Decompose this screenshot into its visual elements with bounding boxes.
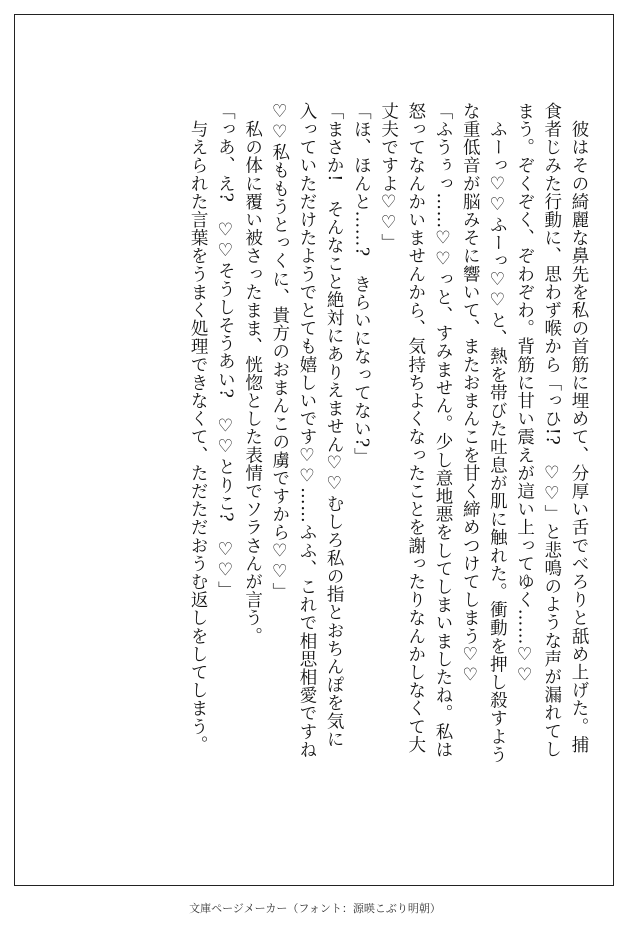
text-line: ふーっ♡♡ふーっ♡♡と、熱を帯びた吐息が肌に触れた。衝動を押し殺すよう <box>487 102 508 764</box>
text-line: 与えられた言葉をうまく処理できなくて、ただただおうむ返しをしてしまう。 <box>188 102 209 754</box>
text-line: 入っていただけたようでとても嬉しいです♡♡……ふふ、これで相思相愛ですね <box>296 102 317 759</box>
text-line: 怒ってなんかいませんから、気持ちよくなったことを謝ったりなんかしなくて大 <box>405 102 426 754</box>
text-line: 「まさか! そんなこと絶対にありえません♡♡むしろ私の指とおちんぽを気に <box>324 102 345 749</box>
text-line: 私の体に覆い被さったまま、恍惚とした表情でソラさんが言う。 <box>242 102 263 645</box>
text-line: 食者じみた行動に、思わず喉から「っひ!? ♡♡」と悲鳴のような声が漏れてし <box>541 102 562 759</box>
footer-credit: 文庫ページメーカー（フォント：源暎こぶり明朝） <box>189 902 441 915</box>
text-line: な重低音が脳みそに響いて、またおまんこを甘く締めつけてしまう♡♡ <box>460 102 481 687</box>
text-line: 丈夫ですよ♡♡」 <box>378 102 399 252</box>
text-line: ♡♡私ももうとっくに、貴方のおまんこの虜ですから♡♡」 <box>269 102 290 601</box>
text-line: 彼はその綺麗な鼻先を私の首筋に埋めて、分厚い舌でべろりと舐め上げた。捕 <box>569 102 589 754</box>
text-line: 「ほ、ほんと……? きらいになってない?」 <box>351 102 372 466</box>
vertical-text-body <box>184 102 592 822</box>
text-line: 「っあ、え? ♡♡そうしそうあい? ♡♡とりこ? ♡♡」 <box>215 102 236 600</box>
page-frame <box>14 14 614 886</box>
text-line: まう。ぞくぞく、ぞわぞわ。背筋に甘い震えが這い上ってゆく……♡♡ <box>514 102 535 687</box>
text-line: 「ふうぅっ……♡♡っと、すみません。少し意地悪をしてしまいましたね。私は <box>432 102 453 759</box>
